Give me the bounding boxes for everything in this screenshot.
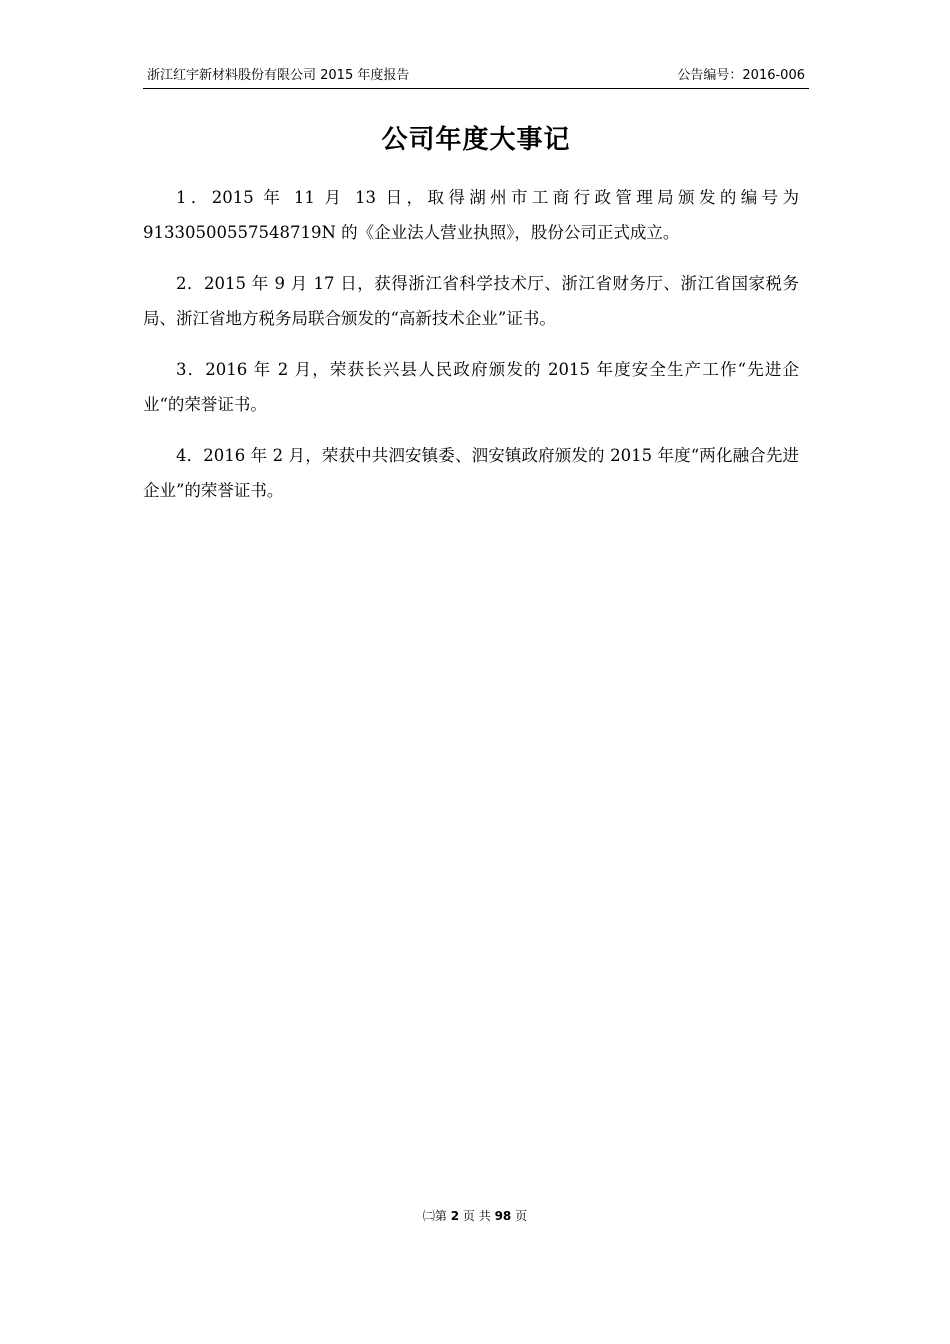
page-footer — [0, 1207, 950, 1225]
events-list — [143, 180, 799, 524]
footer-prefix: ㈡第 — [422, 1209, 447, 1223]
event-item-3: 3．2016 年 2 月，荣获长兴县人民政府颁发的 2015 年度安全生产工作“先进企业“的荣誉证书。 — [143, 360, 799, 414]
header-announcement-number: 公告编号：2016-006 — [677, 68, 805, 83]
event-item-4: 4．2016 年 2 月，荣获中共泗安镇委、泗安镇政府颁发的 2015 年度“两化融合先进企业”的荣誉证书。 — [143, 446, 799, 500]
event-item-1: 1．2015 年 11 月 13 日，取得湖州市工商行政管理局颁发的编号为91330500557548719N 的《企业法人营业执照》，股份公司正式成立。 — [143, 188, 799, 242]
footer-total-pages: 98 — [494, 1209, 512, 1223]
footer-mid: 页 共 — [462, 1209, 491, 1223]
header-company-report: 浙江红宇新材料股份有限公司 2015 年度报告 — [147, 68, 410, 83]
page-title: 公司年度大事记 — [381, 125, 571, 155]
page-header — [143, 66, 809, 89]
event-item-2: 2．2015 年 9 月 17 日，获得浙江省科学技术厅、浙江省财务厅、浙江省国家税务局、浙江省地方税务局联合颁发的“高新技术企业”证书。 — [143, 274, 799, 328]
footer-suffix: 页 — [515, 1209, 528, 1223]
footer-page-number: 2 — [450, 1209, 460, 1223]
